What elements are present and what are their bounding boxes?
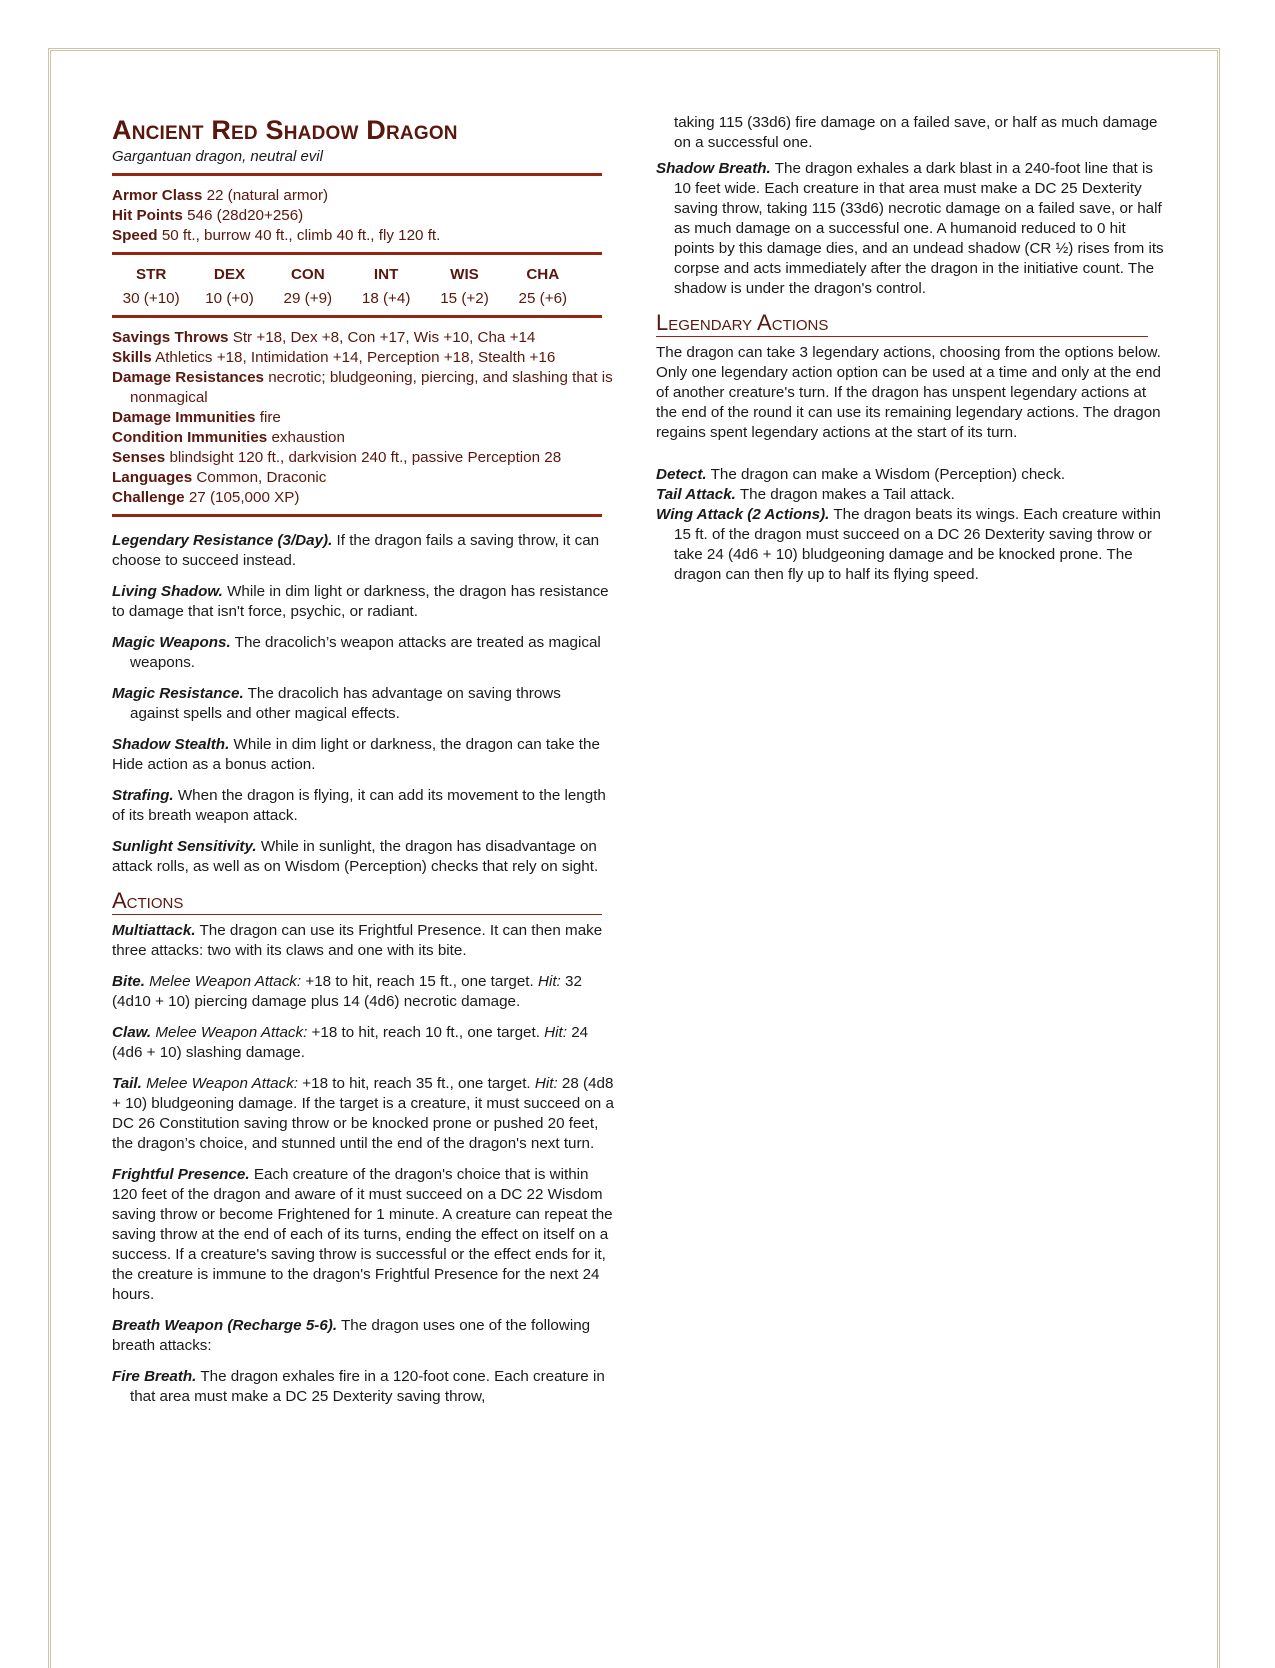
saving-throws: Savings Throws Str +18, Dex +8, Con +17, Wis +10, Cha +14	[112, 329, 536, 346]
ability-int-label: INT	[373, 266, 399, 283]
legendary-actions-intro: The dragon can take 3 legendary actions, choosing from the options below. Only one legendary action option can be used at a time and only at the end of another creature's turn. If the dragon has unspent legendary actions at the end of the round it can use its remaining legendary actions. The dragon regains spent legendary actions at the start of its turn.	[656, 344, 1161, 441]
condition-immunities: Condition Immunities exhaustion	[112, 429, 345, 446]
armor-class: Armor Class 22 (natural armor)	[112, 187, 329, 204]
ability-cha-label: CHA	[526, 266, 560, 283]
skills: Skills Athletics +18, Intimidation +14, Perception +18, Stealth +16	[112, 349, 556, 366]
senses: Senses blindsight 120 ft., darkvision 240 ft., passive Perception 28	[112, 449, 562, 466]
action-shadow-breath: Shadow Breath. The dragon exhales a dark blast in a 240-foot line that is 10 feet wide. Each creature in that area must make a DC 25 Dexterity saving throw, taking 115 (33d6) necrotic damage on a failed save, or half as much damage on a successful one. A humanoid reduced to 0 hit points by this damage dies, and an undead shadow (CR ½) rises from its corpse and acts immediately after the dragon in the initiative count. The shadow is under the dragon's control.	[656, 160, 1164, 297]
action-multiattack: Multiattack. The dragon can use its Frightful Presence. It can then make three attacks: two with its claws and one with its bite.	[112, 922, 603, 959]
trait-strafing: Strafing. When the dragon is flying, it can add its movement to the length of its breath weapon attack.	[112, 787, 606, 824]
action-fire-breath: Fire Breath. The dragon exhales fire in a 120-foot cone. Each creature in that area must make a DC 25 Dexterity saving throw,	[112, 1368, 605, 1405]
ability-wis-score: 15 (+2)	[440, 290, 489, 307]
languages: Languages Common, Draconic	[112, 469, 327, 486]
divider	[112, 315, 602, 318]
hit-points: Hit Points 546 (28d20+256)	[112, 207, 304, 224]
legendary-wing-attack: Wing Attack (2 Actions). The dragon beats its wings. Each creature within 15 ft. of the dragon must succeed on a DC 26 Dexterity saving throw or take 24 (4d6 + 10) bludgeoning damage and be knocked prone. The dragon can then fly up to half its flying speed.	[656, 506, 1161, 583]
damage-immunities: Damage Immunities fire	[112, 409, 281, 426]
action-breath-weapon: Breath Weapon (Recharge 5-6). The dragon uses one of the following breath attacks:	[112, 1317, 591, 1354]
action-frightful-presence: Frightful Presence. Each creature of the dragon's choice that is within 120 feet of the dragon and aware of it must succeed on a DC 22 Wisdom saving throw or become Frightened for 1 minute. A creature can repeat the saving throw at the end of each of its turns, ending the effect on itself on a success. If a creature's saving throw is successful or the effect ends for it, the creature is immune to the dragon's Frightful Presence for the next 24 hours.	[112, 1166, 613, 1303]
ability-scores	[112, 289, 582, 309]
action-claw: Claw. Melee Weapon Attack: +18 to hit, reach 10 ft., one target. Hit: 24 (4d6 + 10) slashing damage.	[112, 1024, 589, 1061]
speed: Speed 50 ft., burrow 40 ft., climb 40 ft., fly 120 ft.	[112, 227, 441, 244]
trait-magic-weapons: Magic Weapons. The dracolich’s weapon attacks are treated as magical weapons.	[112, 634, 601, 671]
ability-wis-label: WIS	[450, 266, 479, 283]
legendary-detect: Detect. The dragon can make a Wisdom (Perception) check.	[656, 466, 1066, 483]
divider	[112, 173, 602, 176]
ability-headers	[112, 265, 582, 285]
monster-name: Ancient Red Shadow Dragon	[112, 115, 458, 145]
ability-cha-score: 25 (+6)	[518, 290, 568, 307]
ability-str-label: STR	[135, 266, 167, 283]
actions-heading: Actions	[112, 888, 602, 915]
right-column	[656, 113, 1166, 585]
monster-type: Gargantuan dragon, neutral evil	[112, 148, 323, 165]
legendary-actions-heading: Legendary Actions	[656, 310, 1148, 337]
trait-sunlight-sensitivity: Sunlight Sensitivity. While in sunlight, the dragon has disadvantage on attack rolls, as well as on Wisdom (Perception) checks that rely on sight.	[112, 838, 599, 875]
action-tail: Tail. Melee Weapon Attack: +18 to hit, reach 35 ft., one target. Hit: 28 (4d8 + 10) bludgeoning damage. If the target is a creature, it must succeed on a DC 26 Constitution saving throw or be knocked prone or pushed 20 feet, the dragon’s choice, and stunned until the end of the dragon's next turn.	[112, 1075, 614, 1152]
action-bite: Bite. Melee Weapon Attack: +18 to hit, reach 15 ft., one target. Hit: 32 (4d10 + 10) piercing damage plus 14 (4d6) necrotic damage.	[112, 973, 582, 1010]
ability-dex-score: 10 (+0)	[205, 290, 254, 307]
left-column	[112, 113, 614, 1418]
ability-dex-label: DEX	[213, 266, 246, 283]
damage-resistances: Damage Resistances necrotic; bludgeoning, piercing, and slashing that is nonmagical	[112, 369, 613, 406]
ability-con-label: CON	[290, 266, 325, 283]
divider	[112, 252, 602, 255]
divider	[112, 514, 602, 517]
trait-living-shadow: Living Shadow. While in dim light or darkness, the dragon has resistance to damage that isn't force, psychic, or radiant.	[112, 583, 609, 620]
trait-shadow-stealth: Shadow Stealth. While in dim light or darkness, the dragon can take the Hide action as a bonus action.	[112, 736, 600, 773]
ability-con-score: 29 (+9)	[283, 290, 333, 307]
challenge: Challenge 27 (105,000 XP)	[112, 489, 300, 506]
trait-magic-resistance: Magic Resistance. The dracolich has advantage on saving throws against spells and other magical effects.	[112, 685, 561, 722]
action-fire-breath-continued: taking 115 (33d6) fire damage on a failed save, or half as much damage on a successful one.	[674, 114, 1158, 151]
trait-legendary-resistance: Legendary Resistance (3/Day). If the dragon fails a saving throw, it can choose to succeed instead.	[112, 532, 600, 569]
ability-int-score: 18 (+4)	[361, 290, 411, 307]
ability-str-score: 30 (+10)	[122, 290, 180, 307]
legendary-tail-attack: Tail Attack. The dragon makes a Tail attack.	[656, 486, 955, 503]
